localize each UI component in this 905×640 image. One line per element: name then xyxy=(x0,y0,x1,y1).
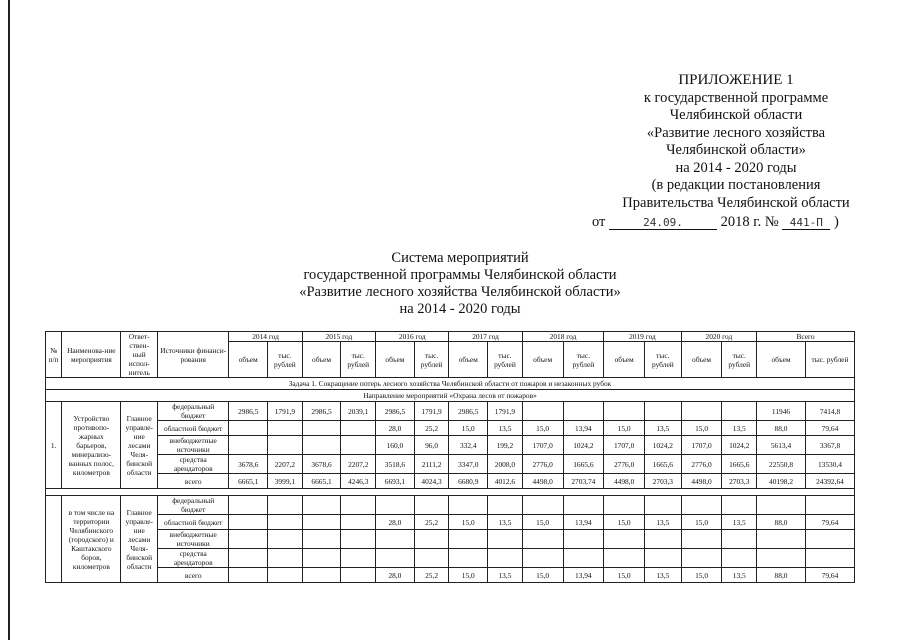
value-cell xyxy=(681,496,722,515)
value-cell xyxy=(341,568,376,583)
value-cell: 2703,3 xyxy=(645,474,682,489)
value-cell: 3678,6 xyxy=(302,455,341,474)
value-cell: 1665,6 xyxy=(563,455,604,474)
value-cell: 2776,0 xyxy=(522,455,563,474)
value-cell: 22550,8 xyxy=(757,455,806,474)
value-cell: 13,5 xyxy=(722,568,757,583)
value-cell xyxy=(522,549,563,568)
header-rubles: тыс. рублей xyxy=(268,342,303,378)
value-cell: 15,0 xyxy=(449,568,488,583)
value-cell: 2703,74 xyxy=(563,474,604,489)
header-rubles: тыс. рублей xyxy=(722,342,757,378)
value-cell: 1707,0 xyxy=(522,436,563,455)
funding-source: областной бюджет xyxy=(158,515,229,530)
value-cell xyxy=(757,496,806,515)
value-cell: 2986,5 xyxy=(302,402,341,421)
value-cell xyxy=(341,421,376,436)
value-cell: 4498,0 xyxy=(681,474,722,489)
value-cell xyxy=(681,402,722,421)
header-year: 2019 год xyxy=(604,332,681,342)
value-cell xyxy=(722,402,757,421)
value-cell: 1024,2 xyxy=(645,436,682,455)
table-body xyxy=(46,332,855,583)
value-cell xyxy=(268,421,303,436)
value-cell: 7414,8 xyxy=(805,402,854,421)
value-cell: 1791,9 xyxy=(268,402,303,421)
funding-source: федеральный бюджет xyxy=(158,402,229,421)
value-cell: 1024,2 xyxy=(722,436,757,455)
funding-source: областной бюджет xyxy=(158,421,229,436)
value-cell xyxy=(341,436,376,455)
value-cell: 6693,1 xyxy=(376,474,415,489)
value-cell: 4498,0 xyxy=(522,474,563,489)
value-cell xyxy=(268,549,303,568)
value-cell xyxy=(522,496,563,515)
value-cell: 2039,1 xyxy=(341,402,376,421)
value-cell: 2207,2 xyxy=(341,455,376,474)
header-rubles: тыс. рублей xyxy=(488,342,523,378)
value-cell: 199,2 xyxy=(488,436,523,455)
value-cell xyxy=(805,496,854,515)
close-paren: ) xyxy=(833,214,839,230)
value-cell: 25,2 xyxy=(414,515,449,530)
header-rubles: тыс. рублей xyxy=(341,342,376,378)
header-volume: объем xyxy=(302,342,341,378)
value-cell xyxy=(414,530,449,549)
value-cell xyxy=(488,549,523,568)
value-cell xyxy=(268,568,303,583)
value-cell: 13,94 xyxy=(563,421,604,436)
header-volume: объем xyxy=(449,342,488,378)
value-cell: 4012,6 xyxy=(488,474,523,489)
value-cell: 15,0 xyxy=(681,568,722,583)
value-cell: 1024,2 xyxy=(563,436,604,455)
value-cell: 15,0 xyxy=(449,515,488,530)
header-rubles: тыс. рублей xyxy=(645,342,682,378)
appendix-line: Челябинской области xyxy=(669,107,803,123)
direction-row: Направление мероприятий «Охрана лесов от пожаров» xyxy=(46,390,855,402)
value-cell: 79,64 xyxy=(805,568,854,583)
funding-source: внебюджетные источники xyxy=(158,530,229,549)
value-cell: 13,5 xyxy=(645,421,682,436)
value-cell: 2703,3 xyxy=(722,474,757,489)
value-cell: 79,64 xyxy=(805,421,854,436)
funding-source: средства арендаторов xyxy=(158,549,229,568)
value-cell xyxy=(229,496,268,515)
value-cell: 1791,9 xyxy=(414,402,449,421)
header-volume: объем xyxy=(376,342,415,378)
value-cell: 15,0 xyxy=(522,515,563,530)
measure-name: в том числе на территории Челябинского (городского) и Каштакского боров, километров xyxy=(62,496,121,583)
value-cell xyxy=(645,402,682,421)
value-cell: 2986,5 xyxy=(376,402,415,421)
funding-source: всего xyxy=(158,474,229,489)
value-cell xyxy=(229,421,268,436)
value-cell: 13,5 xyxy=(722,515,757,530)
value-cell: 15,0 xyxy=(681,421,722,436)
table-row xyxy=(46,496,855,515)
value-cell: 13,5 xyxy=(488,515,523,530)
value-cell: 2776,0 xyxy=(681,455,722,474)
appendix-line: на 2014 - 2020 годы xyxy=(675,159,797,176)
header-responsible: Ответ-ствен-ный испол-нитель xyxy=(121,332,158,378)
value-cell xyxy=(722,530,757,549)
header-year: 2020 год xyxy=(681,332,756,342)
title-line: Система мероприятий xyxy=(391,250,529,266)
resolution-date-field: 24.09. xyxy=(609,216,717,230)
header-volume: объем xyxy=(757,342,806,378)
funding-source: федеральный бюджет xyxy=(158,496,229,515)
value-cell xyxy=(376,549,415,568)
appendix-title: ПРИЛОЖЕНИЕ 1 xyxy=(678,72,794,88)
value-cell: 2986,5 xyxy=(449,402,488,421)
value-cell xyxy=(268,496,303,515)
value-cell: 13,5 xyxy=(645,515,682,530)
resolution-date-line xyxy=(592,214,839,231)
value-cell xyxy=(414,496,449,515)
value-cell xyxy=(645,530,682,549)
header-name: Наименова-ние мероприятия xyxy=(62,332,121,378)
value-cell: 4024,3 xyxy=(414,474,449,489)
value-cell xyxy=(563,530,604,549)
value-cell: 15,0 xyxy=(681,515,722,530)
value-cell: 11946 xyxy=(757,402,806,421)
table-row xyxy=(46,455,855,474)
value-cell xyxy=(563,402,604,421)
value-cell: 15,0 xyxy=(604,515,645,530)
value-cell xyxy=(302,436,341,455)
value-cell xyxy=(229,568,268,583)
value-cell: 2111,2 xyxy=(414,455,449,474)
value-cell xyxy=(681,530,722,549)
value-cell: 3367,8 xyxy=(805,436,854,455)
table-row xyxy=(46,530,855,549)
appendix-line: Челябинской области» xyxy=(666,142,806,158)
value-cell: 160,0 xyxy=(376,436,415,455)
value-cell xyxy=(341,515,376,530)
value-cell xyxy=(341,496,376,515)
value-cell xyxy=(449,549,488,568)
value-cell xyxy=(302,515,341,530)
value-cell: 28,0 xyxy=(376,568,415,583)
value-cell: 13530,4 xyxy=(805,455,854,474)
value-cell: 2986,5 xyxy=(229,402,268,421)
value-cell: 15,0 xyxy=(522,421,563,436)
appendix-line: к государственной программе xyxy=(643,89,829,106)
value-cell: 6665,1 xyxy=(302,474,341,489)
value-cell xyxy=(449,530,488,549)
value-cell xyxy=(302,496,341,515)
value-cell: 24392,64 xyxy=(805,474,854,489)
header-total: Всего xyxy=(757,332,855,342)
table-row xyxy=(46,474,855,489)
header-volume: объем xyxy=(229,342,268,378)
value-cell xyxy=(645,549,682,568)
value-cell xyxy=(604,530,645,549)
value-cell xyxy=(522,530,563,549)
funding-source: всего xyxy=(158,568,229,583)
appendix-line: (в редакции постановления xyxy=(651,177,821,193)
value-cell xyxy=(563,496,604,515)
value-cell: 13,5 xyxy=(722,421,757,436)
task-row: Задача 1. Сокращение потерь лесного хозяйства Челябинской области от пожаров и незаконных рубок xyxy=(46,378,855,390)
value-cell: 40198,2 xyxy=(757,474,806,489)
header-volume: объем xyxy=(604,342,645,378)
header-source: Источники финанси-рования xyxy=(158,332,229,378)
header-rubles: тыс. рублей xyxy=(414,342,449,378)
measure-number xyxy=(46,496,62,583)
funding-source: внебюджетные источники xyxy=(158,436,229,455)
funding-source: средства арендаторов xyxy=(158,455,229,474)
title-line: «Развитие лесного хозяйства Челябинской области» xyxy=(299,284,621,300)
value-cell xyxy=(376,496,415,515)
table-row xyxy=(46,421,855,436)
header-rubles: тыс. рублей xyxy=(563,342,604,378)
value-cell: 13,5 xyxy=(645,568,682,583)
value-cell xyxy=(268,436,303,455)
header-year: 2017 год xyxy=(449,332,522,342)
value-cell: 4246,3 xyxy=(341,474,376,489)
appendix-line: Правительства Челябинской области xyxy=(622,194,850,211)
value-cell xyxy=(722,549,757,568)
value-cell: 13,94 xyxy=(563,515,604,530)
scan-left-edge-line xyxy=(8,0,10,640)
resolution-number-field: 441-П xyxy=(782,216,830,230)
value-cell: 3999,1 xyxy=(268,474,303,489)
header-year: 2018 год xyxy=(522,332,604,342)
appendix-header xyxy=(586,72,886,212)
value-cell xyxy=(341,549,376,568)
header-rubles: тыс. рублей xyxy=(805,342,854,378)
value-cell xyxy=(376,530,415,549)
value-cell xyxy=(805,530,854,549)
value-cell: 3518,6 xyxy=(376,455,415,474)
measure-name: Устройство противопо-жарных барьеров, минерализо-ванных полос, километров xyxy=(62,402,121,489)
year-number-label: 2018 г. № xyxy=(720,214,779,230)
value-cell xyxy=(604,402,645,421)
value-cell xyxy=(268,530,303,549)
value-cell: 15,0 xyxy=(604,421,645,436)
value-cell xyxy=(229,530,268,549)
value-cell xyxy=(302,530,341,549)
header-volume: объем xyxy=(522,342,563,378)
value-cell xyxy=(522,402,563,421)
value-cell: 6680,9 xyxy=(449,474,488,489)
value-cell xyxy=(604,496,645,515)
value-cell: 25,2 xyxy=(414,421,449,436)
value-cell xyxy=(645,496,682,515)
header-year: 2015 год xyxy=(302,332,375,342)
value-cell xyxy=(302,549,341,568)
table-row xyxy=(46,568,855,583)
header-num: № п/п xyxy=(46,332,62,378)
value-cell xyxy=(449,496,488,515)
group-separator xyxy=(46,489,855,496)
table-row xyxy=(46,402,855,421)
value-cell: 5613,4 xyxy=(757,436,806,455)
value-cell xyxy=(805,549,854,568)
value-cell: 2207,2 xyxy=(268,455,303,474)
value-cell: 332,4 xyxy=(449,436,488,455)
value-cell: 3678,6 xyxy=(229,455,268,474)
value-cell: 15,0 xyxy=(522,568,563,583)
value-cell: 28,0 xyxy=(376,421,415,436)
responsible-executor: Главное управле-ние лесами Челя-бинской области xyxy=(121,496,158,583)
value-cell xyxy=(604,549,645,568)
value-cell: 13,5 xyxy=(488,568,523,583)
value-cell: 1665,6 xyxy=(645,455,682,474)
value-cell: 88,0 xyxy=(757,568,806,583)
value-cell: 88,0 xyxy=(757,421,806,436)
value-cell: 96,0 xyxy=(414,436,449,455)
value-cell xyxy=(229,515,268,530)
title-line: на 2014 - 2020 годы xyxy=(399,301,521,317)
value-cell xyxy=(722,496,757,515)
value-cell: 25,2 xyxy=(414,568,449,583)
document-title xyxy=(250,250,670,318)
value-cell: 1707,0 xyxy=(681,436,722,455)
value-cell xyxy=(757,530,806,549)
value-cell xyxy=(563,549,604,568)
value-cell: 2776,0 xyxy=(604,455,645,474)
value-cell xyxy=(488,530,523,549)
table-row xyxy=(46,549,855,568)
value-cell xyxy=(302,568,341,583)
measures-table xyxy=(45,331,855,583)
table-row xyxy=(46,436,855,455)
value-cell xyxy=(341,530,376,549)
title-line: государственной программы Челябинской области xyxy=(303,267,617,283)
value-cell xyxy=(681,549,722,568)
value-cell: 6665,1 xyxy=(229,474,268,489)
measure-number: 1. xyxy=(46,402,62,489)
value-cell xyxy=(414,549,449,568)
value-cell: 28,0 xyxy=(376,515,415,530)
from-label: от xyxy=(592,214,606,230)
header-year: 2014 год xyxy=(229,332,302,342)
value-cell xyxy=(268,515,303,530)
value-cell: 1791,9 xyxy=(488,402,523,421)
header-year: 2016 год xyxy=(376,332,449,342)
value-cell xyxy=(229,436,268,455)
value-cell: 88,0 xyxy=(757,515,806,530)
value-cell: 13,5 xyxy=(488,421,523,436)
value-cell: 2008,0 xyxy=(488,455,523,474)
value-cell: 3347,0 xyxy=(449,455,488,474)
value-cell xyxy=(757,549,806,568)
value-cell: 15,0 xyxy=(604,568,645,583)
value-cell xyxy=(488,496,523,515)
header-volume: объем xyxy=(681,342,722,378)
value-cell: 1707,0 xyxy=(604,436,645,455)
value-cell: 1665,6 xyxy=(722,455,757,474)
responsible-executor: Главное управле-ние лесами Челя-бинской области xyxy=(121,402,158,489)
value-cell: 4498,0 xyxy=(604,474,645,489)
value-cell xyxy=(229,549,268,568)
value-cell: 13,94 xyxy=(563,568,604,583)
value-cell: 79,64 xyxy=(805,515,854,530)
appendix-line: «Развитие лесного хозяйства xyxy=(646,124,826,141)
value-cell xyxy=(302,421,341,436)
value-cell: 15,0 xyxy=(449,421,488,436)
table-row xyxy=(46,515,855,530)
